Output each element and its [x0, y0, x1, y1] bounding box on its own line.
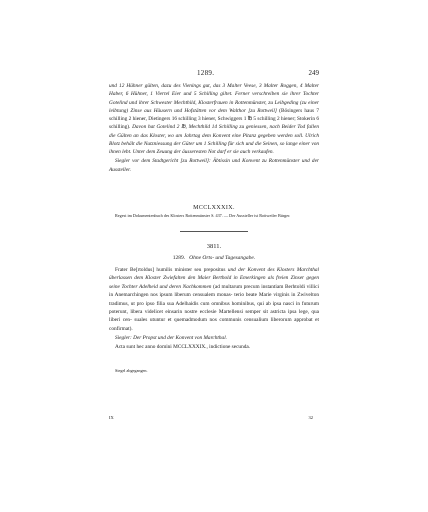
text-line: Acta sunt hec anno domini MCCLXXXIX., indictione secunda.: [115, 343, 251, 350]
page-footer: [109, 415, 319, 423]
document-roman-number: MCCLXXXIX.: [193, 205, 235, 211]
footer-signature-left: IX: [109, 415, 114, 420]
text-line: (ad multarum precum: [211, 283, 260, 290]
text-line: und der Aussteller.: [109, 158, 319, 173]
header-year: 1289.: [197, 69, 215, 77]
text-line: Frater Be[rtoldus] humilis minister seu prepositus: [115, 267, 228, 273]
entry-number: 3811.: [206, 243, 222, 250]
footer-signature-right: 32: [308, 415, 313, 420]
regest-paragraph: [109, 82, 319, 156]
acta-line: [109, 343, 319, 351]
text-line: Schwiggers 1 ℔ 5 schilling 2 hiener; Stokerin 6 schilling).: [109, 116, 320, 131]
text-line: 4 Malter Haber, 6 Hühner, 1 Viertel Eier und 5 Schilling giltet. Ferner verschreiben: [109, 83, 320, 98]
text-line: lebt. Unter dem Zeuung der äusseresten Not darf er sie auch verkaufen.: [122, 149, 274, 155]
text-line: cum omnibus hominibus, qui ab ipsa nasci in futurum poterunt, libera videlicet: [109, 300, 319, 316]
text-line: einsarin nostre ecclesie Martellensi semper sit astricta ipsa lege, qua liberi cen-: [109, 309, 320, 324]
text-line: zu Leibgeding (zu einer leibtung) Zinse aus Häusern und Hofstätten vor dem Walthor: [109, 99, 320, 114]
text-line: confirmat).: [109, 325, 133, 332]
text-line: Mechthild 14 Schilling zu geniessen, nach Beider Tod fallen die Gülten an das Kloster,: [109, 124, 319, 139]
entry-body: [109, 266, 319, 351]
text-line: sie ihrer Tochter Gotelind und ihrer Schwester Mechthild, Klosterfrauen in Rottenmünster,: [109, 91, 320, 106]
text-line: Nutzniessung der Güter um 1 Schilling für sich und die Seinen, so lange einer von ihnen: [109, 140, 320, 155]
text-line: (Bösingers haus 7 schilling 2 hiener, Dietingers 16 schilling 3 hiener,: [109, 107, 319, 122]
text-line: Siegler: Der Propst und der Konvent von Marchthal.: [115, 335, 227, 342]
entry-date-note: Ohne Orts- und Tagesangabe.: [189, 255, 256, 261]
running-header: [109, 69, 319, 79]
text-line: wo am Jahrtag dem Konvent eine Pitanz gegeben werden soll. Ulrich Blotz behält die: [109, 132, 319, 147]
page-number: 249: [308, 69, 319, 77]
text-line: freien Zinser gegen seine Tochter Adelheid und deren Nachkommen: [109, 275, 319, 290]
text-line: Marchthal überlassen dem Kloster Zwiefalten den Maier Berthold in Emerkingen als: [109, 267, 319, 282]
entry-date: [0, 255, 428, 261]
siegler-paragraph: [109, 157, 319, 174]
section-divider: [180, 231, 248, 232]
text-line: und der Konvent des Klosters: [227, 267, 295, 273]
text-line: instantiam Berhtoldi villici in Anemarchingen nos ipsum liberum censualem monas-: [109, 283, 319, 299]
text-line: [zu Rottweil]: [248, 107, 277, 114]
source-note: Regest im Dokumentenbuch des Klosters Rottenmünster S. 437. — Der Aussteller ist Rottweiler Bürger.: [115, 213, 291, 218]
text-line: terio beate Marie virginis in Zwivelton tradimus, ut pro ipso filia sua Adelhaidis: [109, 292, 319, 307]
text-line: suales utuntur et quemadmodum nos communis censualium liberorum approbat et: [134, 317, 319, 324]
text-line: Davon hat Gotelind 2 ℔,: [132, 124, 187, 131]
continued-regest: [109, 82, 319, 174]
text-line: und 12 Hühner gülten, dazu des Vienings gut, das 3 Malter Veese, 3 Malter Roggen,: [109, 83, 298, 89]
siegler-line: [109, 334, 319, 342]
text-line: Siegler vor dem Stadtgericht [zu Rottweil]: Äbtissin und Konvent zu Rottenmünster: [115, 158, 300, 165]
entry-year: 1289.: [172, 255, 186, 261]
seal-note: Siegel abgegangen.: [115, 368, 148, 373]
entry-paragraph: [109, 266, 319, 333]
